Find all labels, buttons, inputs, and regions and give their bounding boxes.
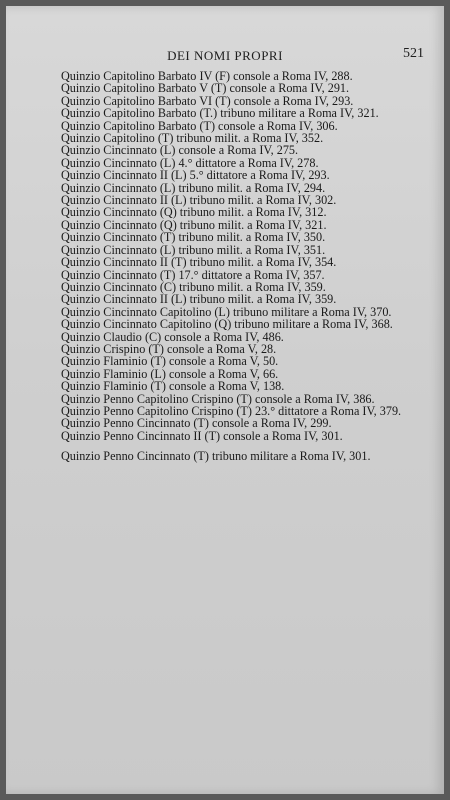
running-title: DEI NOMI PROPRI [167, 48, 283, 63]
index-entry: Quinzio Cincinnato Capitolino (L) tribuno militare a Roma IV, 370. [61, 304, 392, 319]
index-entry: Quinzio Cincinnato (C) tribuno milit. a Roma IV, 359. [61, 279, 326, 294]
index-entry: Quinzio Penno Cincinnato (T) tribuno militare a Roma IV, 301. [61, 449, 371, 464]
index-entry: Quinzio Capitolino Barbato VI (T) console a Roma IV, 293. [61, 93, 354, 108]
index-entry: Quinzio Flaminio (T) console a Roma V, 50. [61, 354, 279, 369]
book-page [6, 6, 444, 794]
index-entry: Quinzio Flaminio (L) console a Roma V, 66. [61, 366, 279, 381]
index-entry: Quinzio Penno Cincinnato II (T) console a Roma IV, 301. [61, 428, 343, 443]
page-header [6, 46, 444, 66]
index-entries [61, 70, 406, 463]
index-entry: Quinzio Cincinnato (Q) tribuno milit. a Roma IV, 321. [61, 217, 327, 232]
index-entry: Quinzio Cincinnato (L) 4.° dittatore a Roma IV, 278. [61, 155, 319, 170]
index-entry: Quinzio Capitolino Barbato (T.) tribuno militare a Roma IV, 321. [61, 106, 379, 121]
page-number: 521 [403, 46, 424, 61]
index-entry: Quinzio Claudio (C) console a Roma IV, 486. [61, 329, 284, 344]
index-entry: Quinzio Cincinnato II (L) 5.° dittatore a Roma IV, 293. [61, 168, 330, 183]
index-entry: Quinzio Cincinnato (L) tribuno milit. a Roma IV, 294. [61, 180, 326, 195]
index-entry: Quinzio Penno Cincinnato (T) console a Roma IV, 299. [61, 416, 332, 431]
index-entry: Quinzio Capitolino Barbato V (T) console a Roma IV, 291. [61, 81, 350, 96]
index-entry: Quinzio Capitolino Barbato IV (F) console a Roma IV, 288. [61, 69, 353, 83]
index-entry: Quinzio Capitolino (T) tribuno milit. a Roma IV, 352. [61, 131, 324, 146]
index-entry: Quinzio Cincinnato (T) tribuno milit. a Roma IV, 350. [61, 230, 326, 245]
index-entry: Quinzio Cincinnato II (L) tribuno milit. a Roma IV, 302. [61, 193, 337, 208]
index-entry: Quinzio Cincinnato (L) console a Roma IV, 275. [61, 143, 299, 158]
index-entry: Quinzio Penno Capitolino Crispino (T) console a Roma IV, 386. [61, 391, 375, 406]
index-entry: Quinzio Flaminio (T) console a Roma V, 138. [61, 379, 285, 394]
index-entry: Quinzio Cincinnato II (L) tribuno milit. a Roma IV, 359. [61, 292, 337, 307]
index-entry: Quinzio Cincinnato (Q) tribuno milit. a Roma IV, 312. [61, 205, 327, 220]
index-entry: Quinzio Cincinnato II (T) tribuno milit. a Roma IV, 354. [61, 255, 337, 270]
index-entry: Quinzio Crispino (T) console a Roma V, 28. [61, 341, 277, 356]
index-entry: Quinzio Cincinnato (L) tribuno milit. a Roma IV, 351. [61, 242, 326, 257]
index-entry: Quinzio Penno Capitolino Crispino (T) 23.° dittatore a Roma IV, 379. [61, 403, 402, 418]
index-entry: Quinzio Cincinnato (T) 17.° dittatore a Roma IV, 357. [61, 267, 325, 282]
index-entry: Quinzio Cincinnato Capitolino (Q) tribuno militare a Roma IV, 368. [61, 317, 393, 332]
index-entry: Quinzio Capitolino Barbato (T) console a Roma IV, 306. [61, 118, 338, 133]
